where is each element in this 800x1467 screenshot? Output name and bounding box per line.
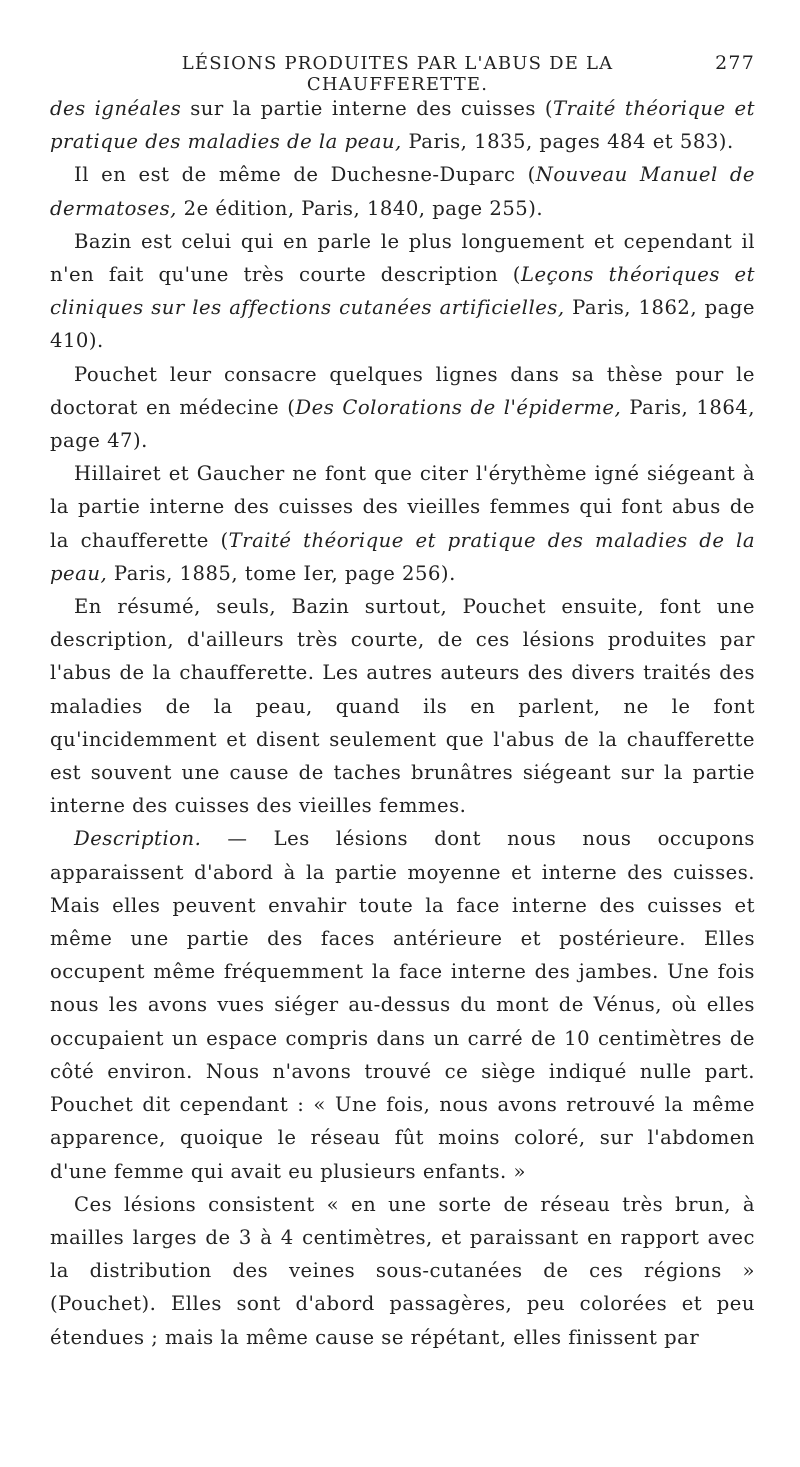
paragraph (50, 457, 755, 590)
running-title: LÉSIONS PRODUITES PAR L'ABUS DE LA CHAUFFERETTE. (181, 53, 614, 95)
text-run: Pouchet leur consacre quelques lignes dans sa thèse pour le doctorat en médecine ( (50, 362, 755, 419)
text-run: Hillairet et Gaucher ne font que citer l'érythème igné siégeant à la partie interne des cuisses des vieilles femmes qui font abus de la chaufferette ( (50, 462, 755, 552)
paragraph (50, 158, 755, 224)
paragraph (50, 92, 755, 158)
text-run: — Les lésions dont nous nous occupons apparaissent d'abord à la partie moyenne et interne des cuisses. Mais elles peuvent envahir toute la face interne des cuisses et même une partie des faces antérieure et postérieure. Elles occupent même fréquemment la face interne des jambes. Une fois nous les avons vues siéger au-dessus du mont de Vénus, où elles occupaient un espace compris dans un carré de 10 centimètres de côté environ. Nous n'avons trouvé ce siège indiqué nulle part. Pouchet dit cependant : « Une fois, nous avons retrouvé la même apparence, quoique le réseau fût moins coloré, sur l'abdomen d'une femme qui avait eu plusieurs enfants. » (50, 827, 755, 1183)
italic-text-run: Traité théorique et pratique des maladies de la peau, (50, 528, 755, 585)
paragraph (50, 225, 755, 358)
italic-text-run: des ignéales (50, 97, 182, 120)
paragraph (50, 1188, 755, 1354)
text-run: Paris, 1835, pages 484 et 583). (401, 130, 734, 154)
text-run: 2e édition, Paris, 1840, page 255). (176, 196, 544, 220)
italic-text-run: Nouveau Manuel de dermatoses, (50, 163, 756, 220)
text-run: Bazin est celui qui en parle le plus longuement et cependant il n'en fait qu'une très courte description ( (50, 229, 755, 287)
page-number: 277 (715, 52, 755, 74)
text-run: sur la partie interne des cuisses ( (181, 97, 554, 120)
italic-text-run: Traité théorique et pratique des maladies de la peau, (50, 97, 756, 154)
italic-text-run: Description. (74, 827, 202, 851)
paragraph (50, 822, 755, 1187)
paragraph (50, 358, 755, 458)
italic-text-run: Des Colorations de l'épiderme, (295, 395, 622, 419)
running-header (120, 52, 755, 95)
text-run: Il en est de même de Duchesne-Duparc ( (74, 163, 536, 187)
paragraph (50, 590, 755, 822)
text-run: Paris, 1862, page 410). (50, 296, 756, 353)
text-run: Paris, 1864, page 47). (50, 395, 755, 453)
text-run: Paris, 1885, tome Ier, page 256). (107, 561, 456, 585)
book-page (50, 52, 755, 1354)
text-run: En résumé, seuls, Bazin surtout, Pouchet ensuite, font une description, d'ailleurs très courte, de ces lésions produites par l'abus de la chaufferette. Les autres auteurs des divers traités des maladies de la peau, quand ils en parlent, ne le font qu'incidemment et disent seulement que l'abus de la chaufferette est souvent une cause de taches brunâtres siégeant sur la partie interne des cuisses des vieilles femmes. (50, 595, 755, 818)
text-run: Ces lésions consistent « en une sorte de réseau très brun, à mailles larges de 3 à 4 centimètres, et paraissant en rapport avec la distribution des veines sous-cutanées de ces régions » (Pouchet). Elles sont d'abord passagères, peu colorées et peu étendues ; mais la même cause se répétant, elles finissent par (50, 1192, 755, 1349)
page-body-text (50, 92, 755, 1354)
italic-text-run: Leçons théoriques et cliniques sur les affections cutanées artificielles, (50, 263, 755, 320)
